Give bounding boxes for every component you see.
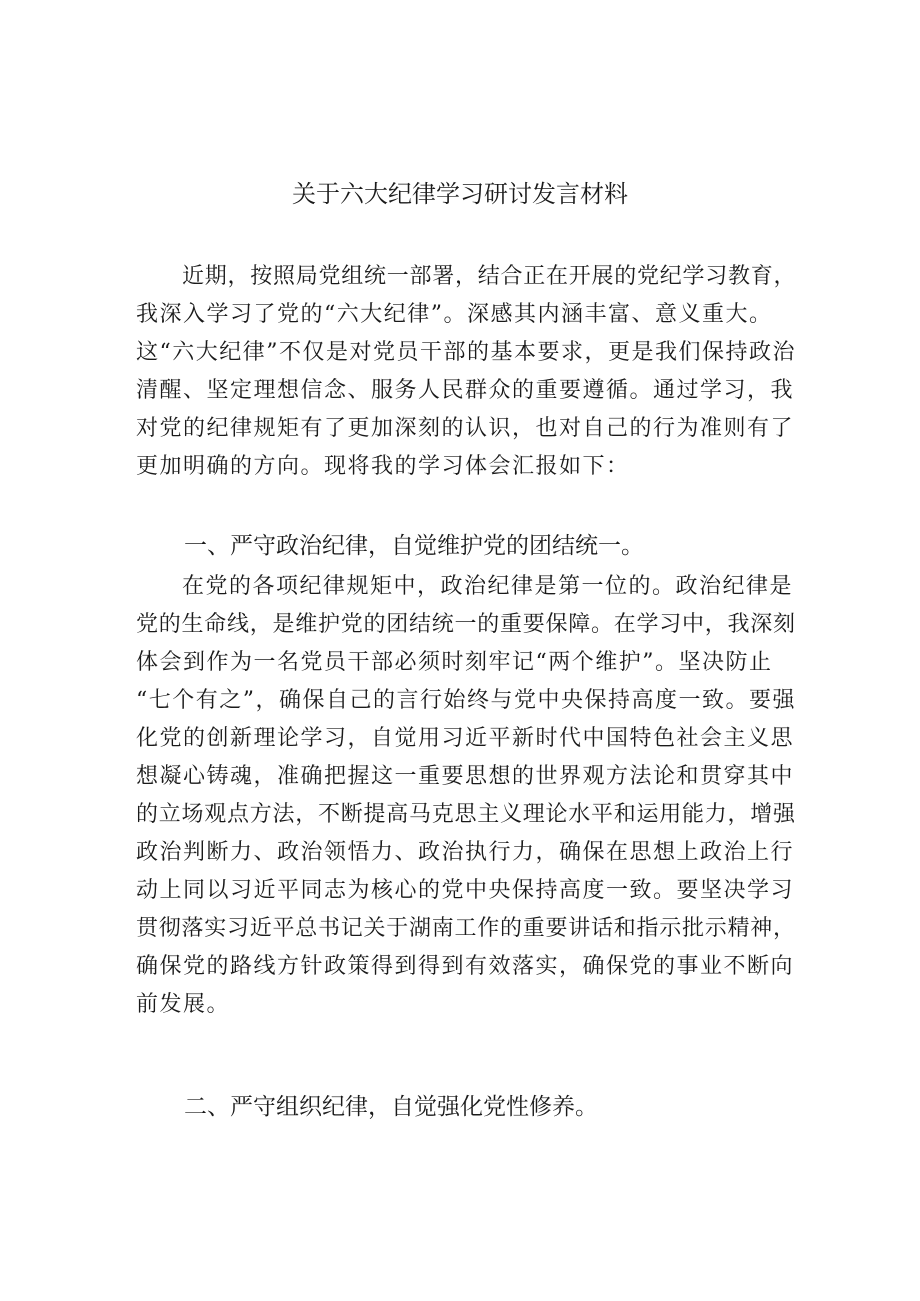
text-line: 党的生命线，是维护党的团结统一的重要保障。在学习中，我深刻: [136, 612, 796, 637]
text-line: 想凝心铸魂，准确把握这一重要思想的世界观方法论和贯穿其中: [136, 764, 795, 789]
text-line: 贯彻落实习近平总书记关于湖南工作的重要讲话和指示批示精神，: [136, 916, 796, 941]
text-line: 这“六大纪律”不仅是对党员干部的基本要求，更是我们保持政治: [136, 340, 796, 365]
text-line: 清醒、坚定理想信念、服务人民群众的重要遵循。通过学习，我: [136, 378, 795, 403]
section1-paragraph: [136, 568, 796, 1024]
text-line: 体会到作为一名党员干部必须时刻牢记“两个维护”。坚决防止: [136, 650, 773, 675]
text-line: “七个有之”，确保自己的言行始终与党中央保持高度一致。要强: [136, 688, 796, 713]
text-line: 更加明确的方向。现将我的学习体会汇报如下：: [136, 454, 630, 479]
section-heading-organizational: 二、严守组织纪律，自觉强化党性修养。: [184, 1094, 598, 1120]
text-line: 的立场观点方法，不断提高马克思主义理论水平和运用能力，增强: [136, 802, 796, 827]
text-line: 化党的创新理论学习，自觉用习近平新时代中国特色社会主义思: [136, 726, 795, 751]
text-line: 动上同以习近平同志为核心的党中央保持高度一致。要坚决学习: [136, 878, 795, 903]
document-title: 关于六大纪律学习研讨发言材料: [292, 180, 628, 208]
text-line: 在党的各项纪律规矩中，政治纪律是第一位的。政治纪律是: [182, 574, 794, 599]
text-line: 对党的纪律规矩有了更加深刻的认识，也对自己的行为准则有了: [136, 416, 795, 441]
text-line: 政治判断力、政治领悟力、政治执行力，确保在思想上政治上行: [136, 840, 795, 865]
section-heading-political: 一、严守政治纪律，自觉维护党的团结统一。: [184, 533, 644, 559]
text-line: 前发展。: [136, 992, 231, 1017]
intro-paragraph: [136, 258, 796, 486]
text-line: 近期，按照局党组统一部署，结合正在开展的党纪学习教育，: [182, 264, 797, 289]
text-line: 我深入学习了党的“六大纪律”。深感其内涵丰富、意义重大。: [136, 302, 773, 327]
text-line: 确保党的路线方针政策得到得到有效落实，确保党的事业不断向: [136, 954, 795, 979]
